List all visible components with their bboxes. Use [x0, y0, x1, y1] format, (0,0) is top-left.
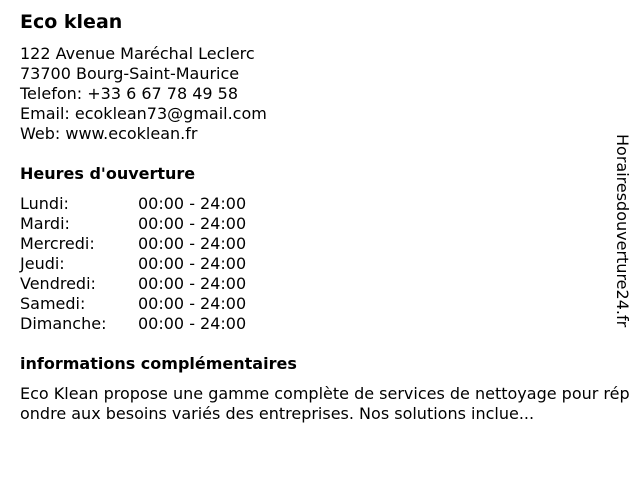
site-watermark: Horairesdouverture24.fr [613, 134, 632, 328]
hours-time: 00:00 - 24:00 [138, 254, 247, 273]
hours-row [20, 274, 246, 294]
phone-line: Telefon: +33 6 67 78 49 58 [20, 84, 239, 103]
hours-time: 00:00 - 24:00 [138, 194, 247, 213]
hours-day: Samedi: [20, 294, 86, 313]
hours-time: 00:00 - 24:00 [138, 294, 247, 313]
info-description: Eco Klean propose une gamme complète de services de nettoyage pour répondre aux besoins variés des entreprises. Nos solutions inclue... [20, 384, 630, 423]
hours-heading: Heures d'ouverture [20, 164, 196, 183]
address-line-2: 73700 Bourg-Saint-Maurice [20, 64, 240, 83]
hours-row [20, 254, 246, 274]
hours-row [20, 214, 246, 234]
hours-row [20, 314, 246, 334]
hours-row [20, 234, 246, 254]
hours-row [20, 194, 246, 214]
hours-row [20, 294, 246, 314]
hours-day: Mardi: [20, 214, 70, 233]
hours-day: Dimanche: [20, 314, 107, 333]
hours-day: Lundi: [20, 194, 69, 213]
hours-table [20, 194, 246, 334]
contact-block [20, 44, 267, 144]
address-line-1: 122 Avenue Maréchal Leclerc [20, 44, 255, 63]
hours-time: 00:00 - 24:00 [138, 234, 247, 253]
web-line: Web: www.ecoklean.fr [20, 124, 198, 143]
hours-time: 00:00 - 24:00 [138, 214, 247, 233]
hours-day: Jeudi: [20, 254, 65, 273]
hours-day: Vendredi: [20, 274, 96, 293]
info-heading: informations complémentaires [20, 354, 297, 373]
hours-day: Mercredi: [20, 234, 95, 253]
hours-time: 00:00 - 24:00 [138, 274, 247, 293]
business-name: Eco klean [20, 11, 123, 33]
hours-time: 00:00 - 24:00 [138, 314, 247, 333]
email-line: Email: ecoklean73@gmail.com [20, 104, 267, 123]
